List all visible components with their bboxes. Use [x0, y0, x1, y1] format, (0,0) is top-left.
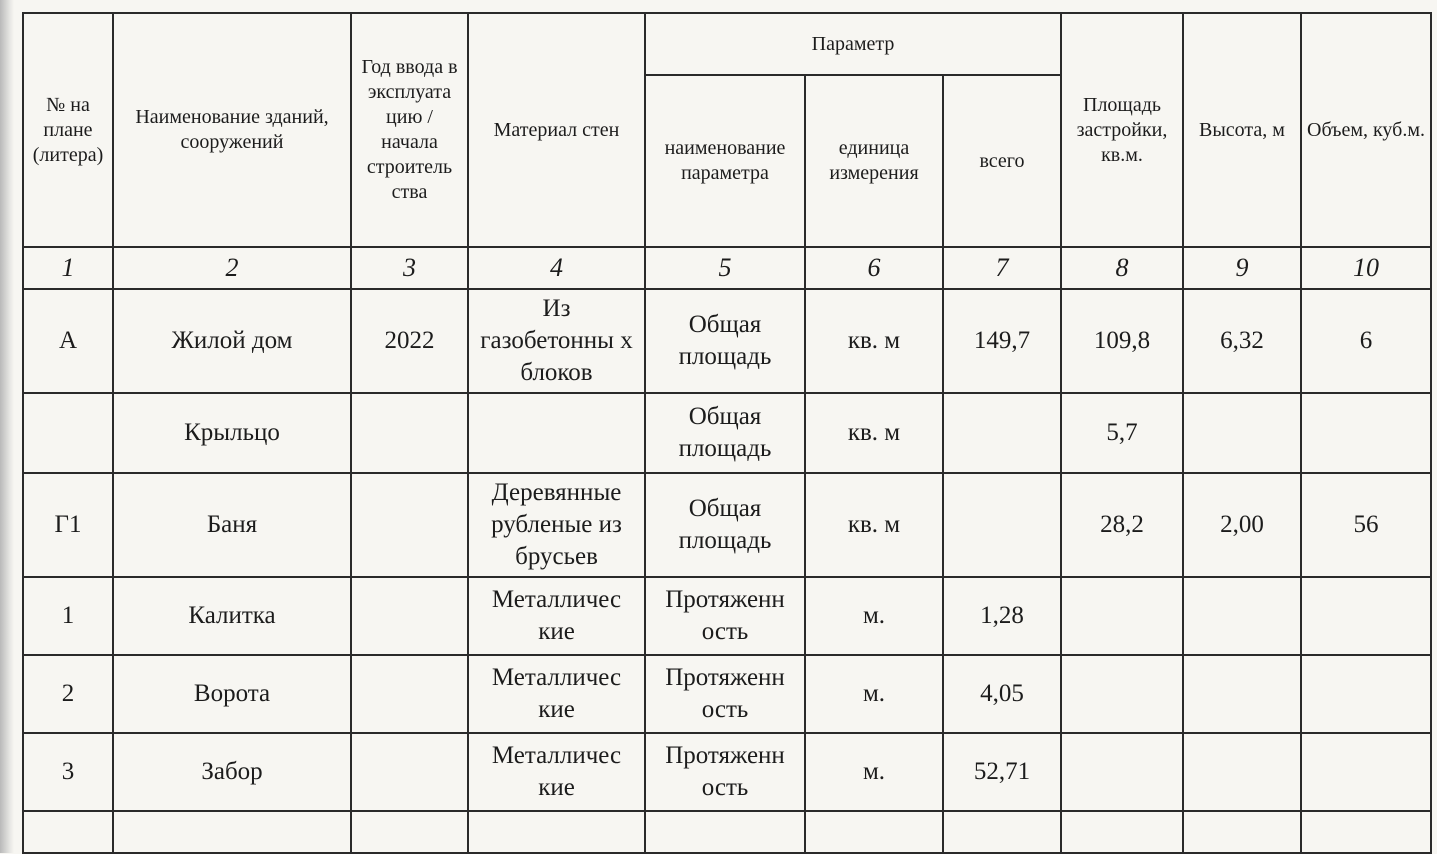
- cell-height: [1183, 577, 1301, 655]
- header-parameter-group: Параметр: [645, 13, 1061, 75]
- cell-volume: 6: [1301, 289, 1431, 393]
- table-row: [23, 473, 1431, 577]
- cell-unit: кв. м: [805, 473, 943, 577]
- table-row-empty: [23, 811, 1431, 853]
- header-built-area: Площадь застройки, кв.м.: [1061, 13, 1183, 247]
- column-number: 3: [351, 247, 468, 289]
- cell-param-name: Протяженн ость: [645, 577, 805, 655]
- column-number: 7: [943, 247, 1061, 289]
- cell-plan-no: 3: [23, 733, 113, 811]
- cell-wall-material: Металличес кие: [468, 733, 645, 811]
- cell-year: [351, 577, 468, 655]
- header-total: всего: [943, 75, 1061, 247]
- table-row: [23, 393, 1431, 473]
- cell-unit: кв. м: [805, 393, 943, 473]
- cell-building-name: Ворота: [113, 655, 351, 733]
- column-number: 1: [23, 247, 113, 289]
- header-wall-material: Материал стен: [468, 13, 645, 247]
- cell-building-name: Крыльцо: [113, 393, 351, 473]
- table-row: [23, 655, 1431, 733]
- cell-wall-material: Металличес кие: [468, 655, 645, 733]
- cell-param-name: Общая площадь: [645, 393, 805, 473]
- cell-unit: м.: [805, 655, 943, 733]
- cell-param-name: Протяженн ость: [645, 655, 805, 733]
- cell-height: [1183, 655, 1301, 733]
- buildings-table: [22, 12, 1432, 854]
- table-row: [23, 577, 1431, 655]
- cell-total: [943, 393, 1061, 473]
- column-number: 6: [805, 247, 943, 289]
- scan-edge-shadow: [0, 0, 14, 853]
- cell-built-area: 109,8: [1061, 289, 1183, 393]
- column-number: 2: [113, 247, 351, 289]
- header-building-name: Наименование зданий, сооружений: [113, 13, 351, 247]
- cell-building-name: Баня: [113, 473, 351, 577]
- cell-param-name: Общая площадь: [645, 473, 805, 577]
- cell-building-name: Жилой дом: [113, 289, 351, 393]
- table-body: [23, 289, 1431, 853]
- column-number: 4: [468, 247, 645, 289]
- cell-building-name: Калитка: [113, 577, 351, 655]
- cell-plan-no: А: [23, 289, 113, 393]
- cell-height: 6,32: [1183, 289, 1301, 393]
- cell-volume: [1301, 577, 1431, 655]
- cell-year: [351, 655, 468, 733]
- cell-volume: [1301, 655, 1431, 733]
- cell-unit: кв. м: [805, 289, 943, 393]
- cell-height: [1183, 393, 1301, 473]
- cell-wall-material: Металличес кие: [468, 577, 645, 655]
- cell-building-name: Забор: [113, 733, 351, 811]
- column-number: 5: [645, 247, 805, 289]
- cell-built-area: 28,2: [1061, 473, 1183, 577]
- cell-total: 4,05: [943, 655, 1061, 733]
- cell-built-area: [1061, 577, 1183, 655]
- cell-year: [351, 393, 468, 473]
- cell-height: [1183, 733, 1301, 811]
- cell-built-area: [1061, 655, 1183, 733]
- table-header: [23, 13, 1431, 289]
- cell-total: 1,28: [943, 577, 1061, 655]
- cell-year: [351, 733, 468, 811]
- cell-wall-material: Из газобетонны х блоков: [468, 289, 645, 393]
- header-year: Год ввода в эксплуата цию / начала строитель ства: [351, 13, 468, 247]
- cell-plan-no: Г1: [23, 473, 113, 577]
- cell-height: 2,00: [1183, 473, 1301, 577]
- cell-param-name: Общая площадь: [645, 289, 805, 393]
- cell-wall-material: [468, 393, 645, 473]
- header-unit: единица измерения: [805, 75, 943, 247]
- table-row: [23, 733, 1431, 811]
- header-plan-no: № на плане (литера): [23, 13, 113, 247]
- column-number-row: [23, 247, 1431, 289]
- cell-plan-no: 2: [23, 655, 113, 733]
- cell-plan-no: [23, 393, 113, 473]
- column-number: 10: [1301, 247, 1431, 289]
- cell-volume: [1301, 393, 1431, 473]
- cell-total: 52,71: [943, 733, 1061, 811]
- header-param-name: наименование параметра: [645, 75, 805, 247]
- cell-param-name: Протяженн ость: [645, 733, 805, 811]
- cell-volume: [1301, 733, 1431, 811]
- cell-volume: 56: [1301, 473, 1431, 577]
- cell-built-area: 5,7: [1061, 393, 1183, 473]
- header-volume: Объем, куб.м.: [1301, 13, 1431, 247]
- cell-year: 2022: [351, 289, 468, 393]
- cell-wall-material: Деревянные рубленые из брусьев: [468, 473, 645, 577]
- cell-unit: м.: [805, 577, 943, 655]
- cell-total: [943, 473, 1061, 577]
- cell-plan-no: 1: [23, 577, 113, 655]
- cell-total: 149,7: [943, 289, 1061, 393]
- table-row: [23, 289, 1431, 393]
- cell-unit: м.: [805, 733, 943, 811]
- cell-year: [351, 473, 468, 577]
- cell-built-area: [1061, 733, 1183, 811]
- header-height: Высота, м: [1183, 13, 1301, 247]
- column-number: 9: [1183, 247, 1301, 289]
- column-number: 8: [1061, 247, 1183, 289]
